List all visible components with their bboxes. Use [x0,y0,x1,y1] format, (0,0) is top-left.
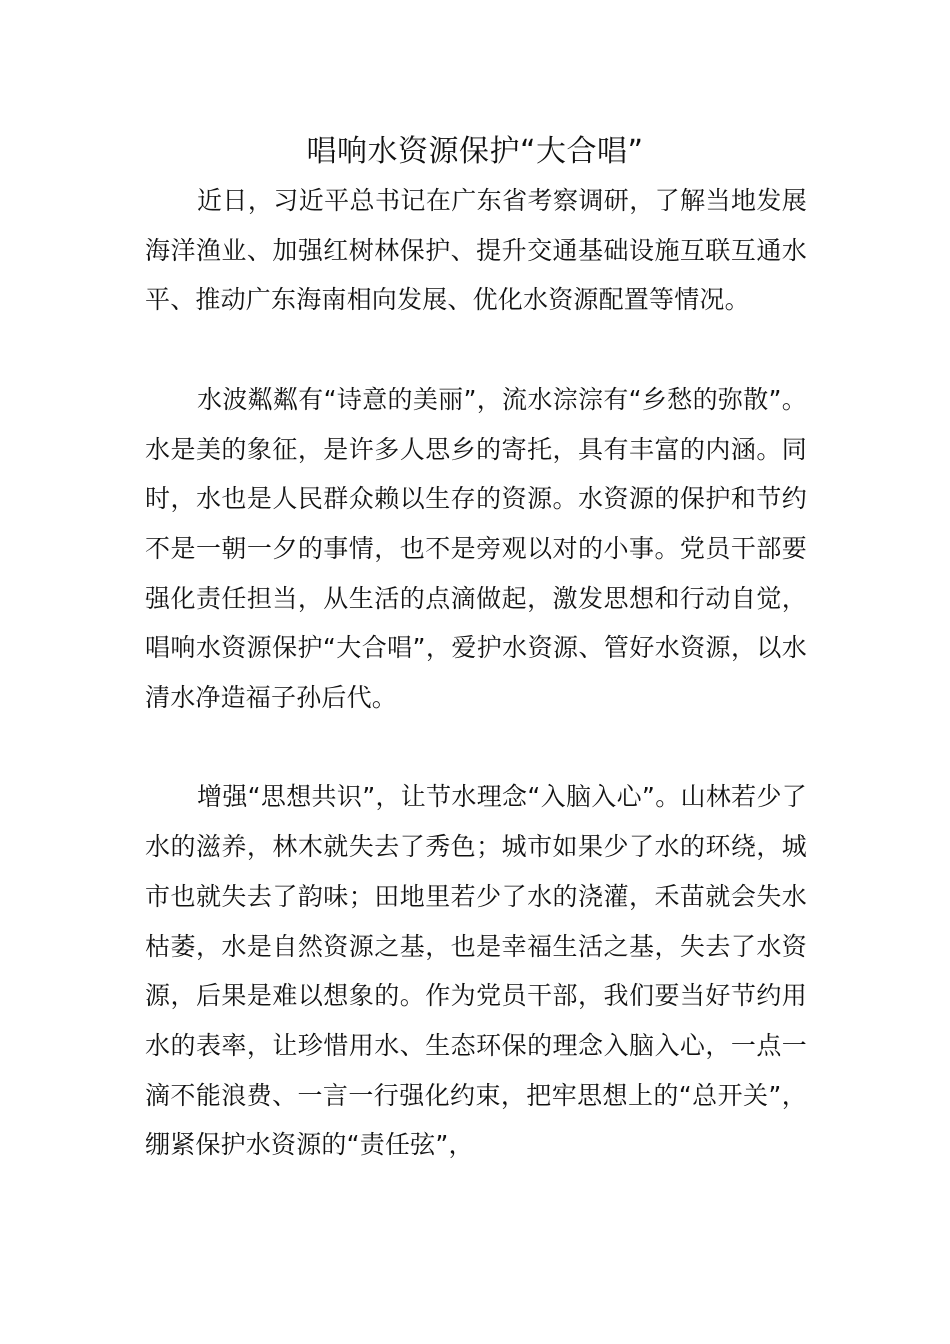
document-body [145,176,807,1170]
paragraph-1: 近日，习近平总书记在广东省考察调研，了解当地发展海洋渔业、加强红树林保护、提升交通基础设施互联互通水平、推动广东海南相向发展、优化水资源配置等情况。 [145,186,807,315]
paragraph-2: 水波粼粼有“诗意的美丽”，流水淙淙有“乡愁的弥散”。水是美的象征，是许多人思乡的寄托，具有丰富的内涵。同时，水也是人民群众赖以生存的资源。水资源的保护和节约不是一朝一夕的事情，也不是旁观以对的小事。党员干部要强化责任担当，从生活的点滴做起，激发思想和行动自觉，唱响水资源保护“大合唱”，爱护水资源、管好水资源，以水清水净造福子孙后代。 [145,384,807,713]
paragraph-3: 增强“思想共识”，让节水理念“入脑入心”。山林若少了水的滋养，林木就失去了秀色；城市如果少了水的环绕，城市也就失去了韵味；田地里若少了水的浇灌，禾苗就会失水枯萎，水是自然资源之基，也是幸福生活之基，失去了水资源，后果是难以想象的。作为党员干部，我们要当好节约用水的表率，让珍惜用水、生态环保的理念入脑入心，一点一滴不能浪费、一言一行强化约束，把牢思想上的“总开关”，绷紧保护水资源的“责任弦”， [145,782,807,1160]
document-title: 唱响水资源保护“大合唱” [306,134,644,169]
